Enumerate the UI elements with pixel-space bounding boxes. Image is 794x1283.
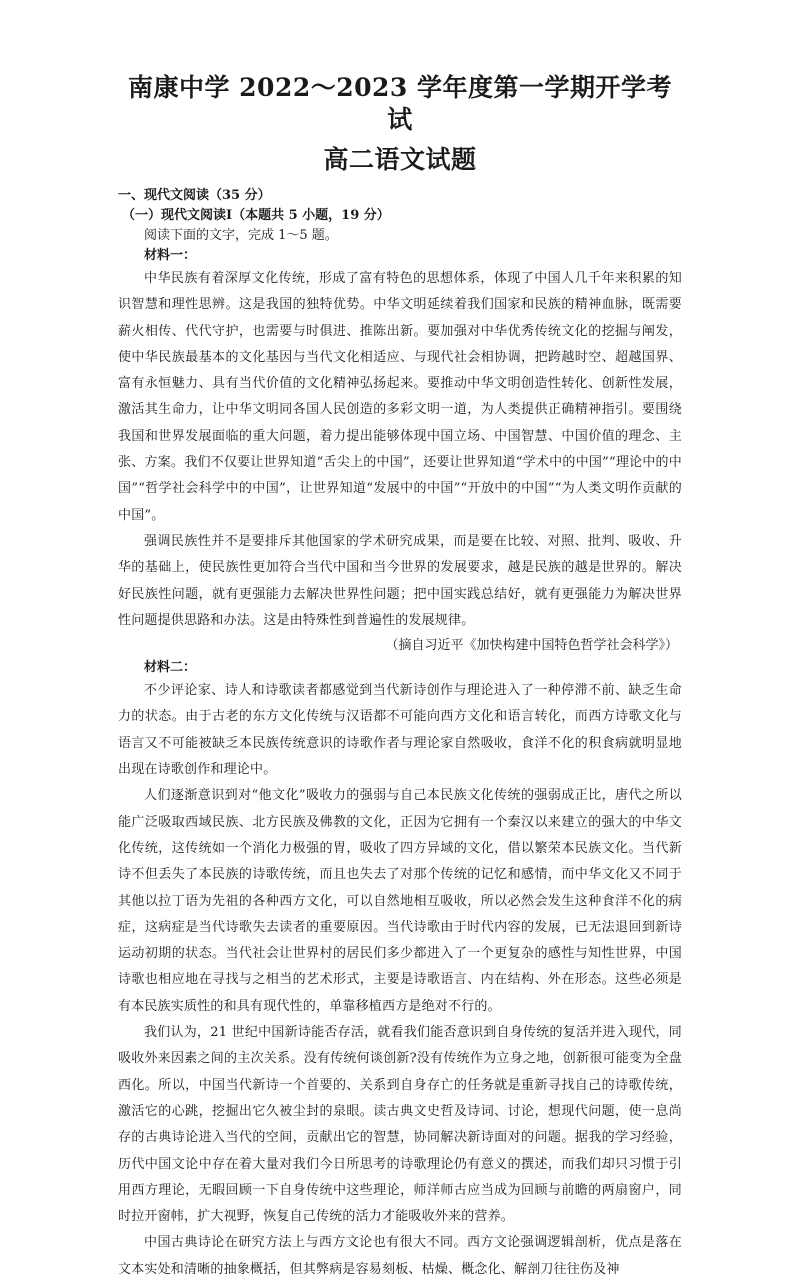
material-two-label: 材料二： <box>144 660 197 676</box>
subsection-heading: （一）现代文阅读Ⅰ（本题共 5 小题，19 分） <box>122 208 390 223</box>
material-two-paragraph: 我们认为，21 世纪中国新诗能否存活，就看我们能否意识到自身传统的复活并进入现代，同吸收外来因素之间的主次关系。没有传统何谈创新?没有传统作为立身之地，创新很可能变为全盘西化。所以，中国当代新诗一个首要的、关系到自身存亡的任务就是重新寻找自己的诗歌传统，激活它的心跳，挖掘出它久被尘封的泉眼。读古典文史哲及诗词、讨论，想现代问题，使一息尚存的古典诗论进入当代的空间，贡献出它的智慧，协同解决新诗面对的问题。据我的学习经验，历代中国文论中存在着大量对我们今日所思考的诗歌理论仍有意义的撰述，而我们却只习惯于引用西方理论，无暇回顾一下自身传统中这些理论，师洋师古应当成为回顾与前瞻的两扇窗户，同时拉开窗帏，扩大视野，恢复自己传统的活力才能吸收外来的营养。 <box>118 1025 682 1225</box>
material-two-paragraph: 人们逐渐意识到对“他文化”吸收力的强弱与自己本民族文化传统的强弱成正比，唐代之所以能广泛吸取西域民族、北方民族及佛教的文化，正因为它拥有一个秦汉以来建立的强大的中华文化传统，这传统如一个消化力极强的胃，吸收了四方异域的文化，借以繁荣本民族文化。当代新诗不但丢失了本民族的诗歌传统，而且也失去了对那个传统的记忆和感情，而中华文化又不同于其他以拉丁语为先祖的各种西方文化，可以自然地相互吸收，所以必然会发生这种食洋不化的病症，这病症是当代诗歌失去读者的重要原因。当代诗歌由于时代内容的发展，已无法退回到新诗运动初期的状态。当代社会让世界村的居民们多少都进入了一个更复杂的感性与知性世界，中国诗歌也相应地在寻找与之相当的艺术形式，主要是诗歌语言、内在结构、外在形态。这些必须是有本民族实质性的和具有现代性的，单靠移植西方是绝对不行的。 <box>118 788 682 1014</box>
material-one-source: （摘自习近平《加快构建中国特色哲学社会科学》） <box>385 638 678 654</box>
material-two-paragraph: 中国古典诗论在研究方法上与西方文论也有很大不同。西方文论强调逻辑剖析，优点是落在文本实处和清晰的抽象概括，但其弊病是容易刻板、枯燥、概念化、解剖刀往往伤及神 <box>118 1235 682 1277</box>
material-two-paragraph: 不少评论家、诗人和诗歌读者都感觉到当代新诗创作与理论进入了一种停滞不前、缺乏生命力的状态。由于古老的东方文化传统与汉语都不可能向西方文化和语言转化，而西方诗歌文化与语言又不可能被缺乏本民族传统意识的诗歌作者与理论家自然吸收，食洋不化的积食病就明显地出现在诗歌创作和理论中。 <box>118 683 682 778</box>
reading-instruction: 阅读下面的文字，完成 1～5 题。 <box>144 228 338 243</box>
exam-title: 南康中学 2022～2023 学年度第一学期开学考试 <box>127 73 673 134</box>
exam-subtitle: 高二语文试题 <box>323 145 477 174</box>
material-one-label: 材料一： <box>144 248 197 263</box>
material-one-paragraph: 中华民族有着深厚文化传统，形成了富有特色的思想体系，体现了中国人几千年来积累的知识智慧和理性思辨。这是我国的独特优势。中华文明延续着我们国家和民族的精神血脉，既需要薪火相传、代代守护，也需要与时俱进、推陈出新。要加强对中华优秀传统文化的挖掘与阐发，使中华民族最基本的文化基因与当代文化相适应、与现代社会相协调，把跨越时空、超越国界、富有永恒魅力、具有当代价值的文化精神弘扬起来。要推动中华文明创造性转化、创新性发展，激活其生命力，让中华文明同各国人民创造的多彩文明一道，为人类提供正确精神指引。要围绕我国和世界发展面临的重大问题，着力提出能够体现中国立场、中国智慧、中国价值的理念、主张、方案。我们不仅要让世界知道“舌尖上的中国”，还要让世界知道“学术中的中国”“理论中的中国”“哲学社会科学中的中国”，让世界知道“发展中的中国”“开放中的中国”“为人类文明作贡献的中国”。 <box>118 271 682 523</box>
section-heading: 一、现代文阅读（35 分） <box>118 188 271 203</box>
material-one-paragraph: 强调民族性并不是要排斥其他国家的学术研究成果，而是要在比较、对照、批判、吸收、升华的基础上，使民族性更加符合当代中国和当今世界的发展要求，越是民族的越是世界的。解决好民族性问题，就有更强能力去解决世界性问题；把中国实践总结好，就有更强能力为解决世界性问题提供思路和办法。这是由特殊性到普遍性的发展规律。 <box>118 533 682 628</box>
